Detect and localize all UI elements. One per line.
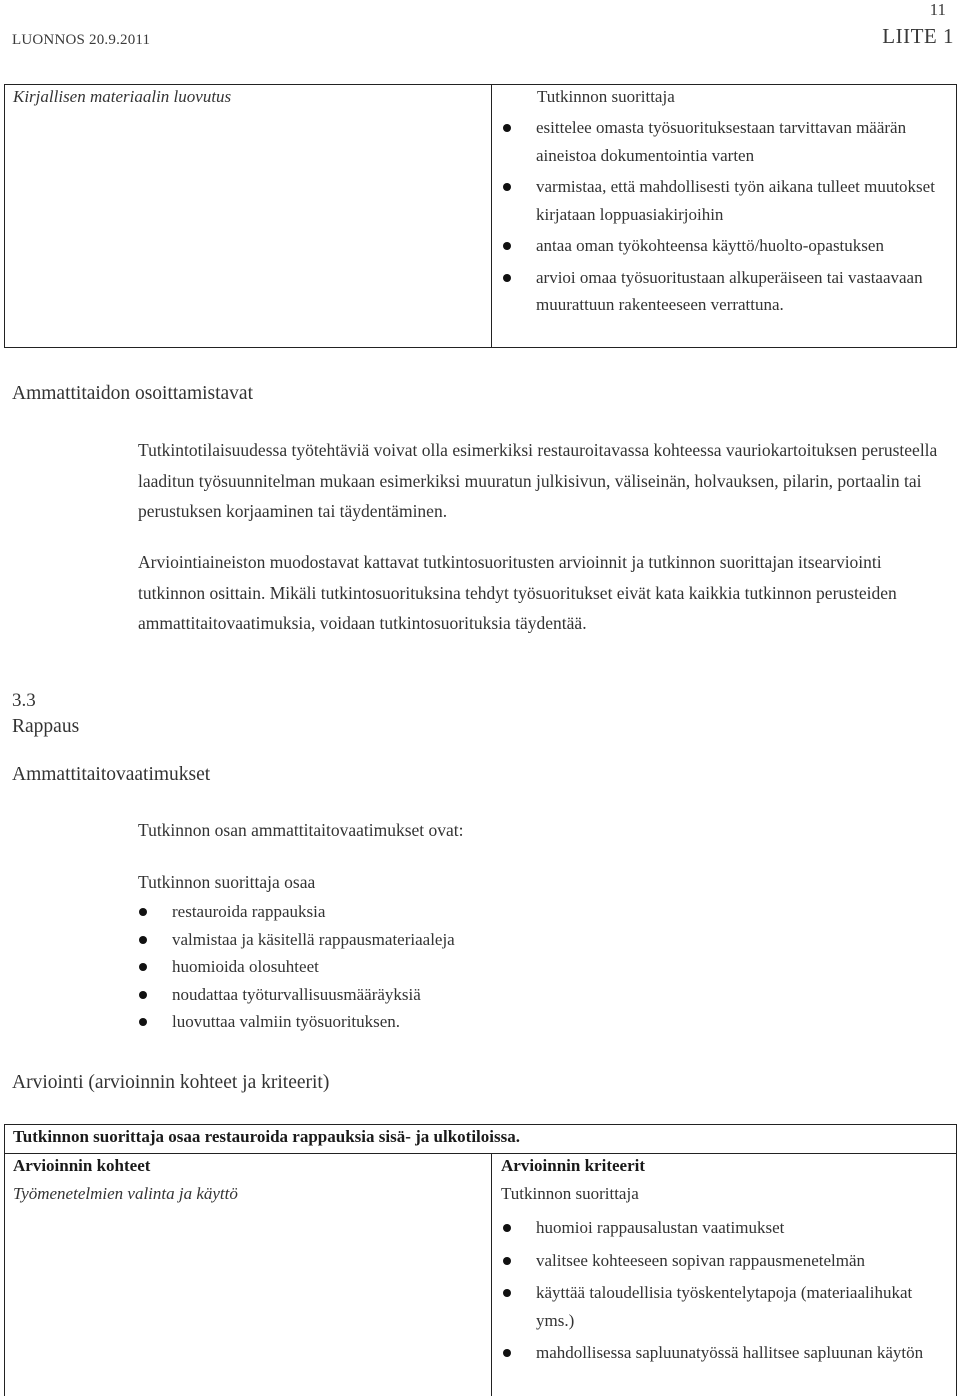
paragraph: Arviointiaineiston muodostavat kattavat tutkintosuoritusten arvioinnit ja tutkinnon suorittajan itsearviointi tutkinnon osittain. Mikäli tutkintosuorituksina tehdyt työsuoritukset eivät kata kaikkia tutkinnon perusteiden ammattitaitovaatimuksia, voidaan tutkintosuorituksia täydentää.	[138, 552, 897, 633]
section-heading-assessment: Arviointi (arvioinnin kohteet ja kriteerit)	[12, 1072, 330, 1093]
list-item: esittelee omasta työsuorituksestaan tarvittavan määrän aineistoa dokumentointia varten	[536, 114, 946, 169]
table-divider	[491, 85, 492, 347]
section-heading-requirements: Ammattitaitovaatimukset	[12, 764, 211, 785]
paragraph: Tutkintotilaisuudessa työtehtäviä voivat olla esimerkiksi restauroitavassa kohteessa vauriokartoituksen perusteella laaditun työsuunnitelman mukaan esimerkiksi muuratun julkisivun, väliseinän, holvauksen, pilarin, portaalin tai perustuksen korjaaminen tai täydentäminen.	[138, 440, 938, 521]
table-row-title: Tutkinnon suorittaja osaa restauroida rappauksia sisä- ja ulkotiloissa.	[13, 1127, 520, 1146]
bullet-icon	[139, 991, 147, 999]
bullet-icon	[503, 124, 511, 132]
bullet-icon	[503, 1224, 511, 1232]
draft-label: LUONNOS 20.9.2011	[12, 32, 151, 48]
bullet-icon	[503, 274, 511, 282]
assessment-criteria-list	[536, 1214, 946, 1372]
list-item: restauroida rappauksia	[172, 898, 872, 926]
list-item: mahdollisessa sapluunatyössä hallitsee sapluunan käytön	[536, 1339, 946, 1367]
list-item: antaa oman työkohteensa käyttö/huolto-opastuksen	[536, 232, 946, 260]
bullet-icon	[503, 242, 511, 250]
list-item: luovuttaa valmiin työsuorituksen.	[172, 1008, 872, 1036]
table-divider	[5, 1153, 956, 1154]
section-heading-demonstration: Ammattitaidon osoittamistavat	[12, 383, 254, 404]
section-number: 3.3	[12, 690, 36, 711]
list-item: valmistaa ja käsitellä rappausmateriaaleja	[172, 926, 872, 954]
table-divider	[491, 1153, 492, 1396]
section-title: Rappaus	[12, 716, 80, 737]
table-left-title: Kirjallisen materiaalin luovutus	[13, 87, 232, 106]
table-right-title: Tutkinnon suorittaja	[537, 87, 675, 106]
assessment-target: Työmenetelmien valinta ja käyttö	[13, 1184, 238, 1203]
column-header-criteria: Arvioinnin kriteerit	[501, 1156, 646, 1175]
bullet-icon	[503, 1257, 511, 1265]
list-item: huomioi rappausalustan vaatimukset	[536, 1214, 946, 1242]
list-item: varmistaa, että mahdollisesti työn aikana tulleet muutokset kirjataan loppuasiakirjoihin	[536, 173, 946, 228]
list-item: noudattaa työturvallisuusmääräyksiä	[172, 981, 872, 1009]
requirements-intro: Tutkinnon osan ammattitaitovaatimukset ovat:	[138, 820, 464, 840]
appendix-label: LIITE 1	[882, 24, 954, 48]
list-item: käyttää taloudellisia työskentelytapoja (materiaalihukat yms.)	[536, 1279, 946, 1334]
page-number: 11	[929, 0, 946, 19]
list-item: valitsee kohteeseen sopivan rappausmenetelmän	[536, 1247, 946, 1275]
requirements-list	[172, 898, 872, 1036]
criteria-subject: Tutkinnon suorittaja	[501, 1184, 639, 1203]
delivery-criteria-list	[536, 114, 946, 323]
list-item: huomioida olosuhteet	[172, 953, 872, 981]
bullet-icon	[139, 963, 147, 971]
bullet-icon	[139, 1018, 147, 1026]
requirements-list-title: Tutkinnon suorittaja osaa	[138, 872, 316, 892]
list-item: arvioi omaa työsuoritustaan alkuperäiseen tai vastaavaan muurattuun rakenteeseen verrattuna.	[536, 264, 946, 319]
bullet-icon	[503, 1349, 511, 1357]
bullet-icon	[139, 908, 147, 916]
column-header-targets: Arvioinnin kohteet	[13, 1156, 151, 1175]
bullet-icon	[503, 183, 511, 191]
bullet-icon	[139, 936, 147, 944]
bullet-icon	[503, 1289, 511, 1297]
